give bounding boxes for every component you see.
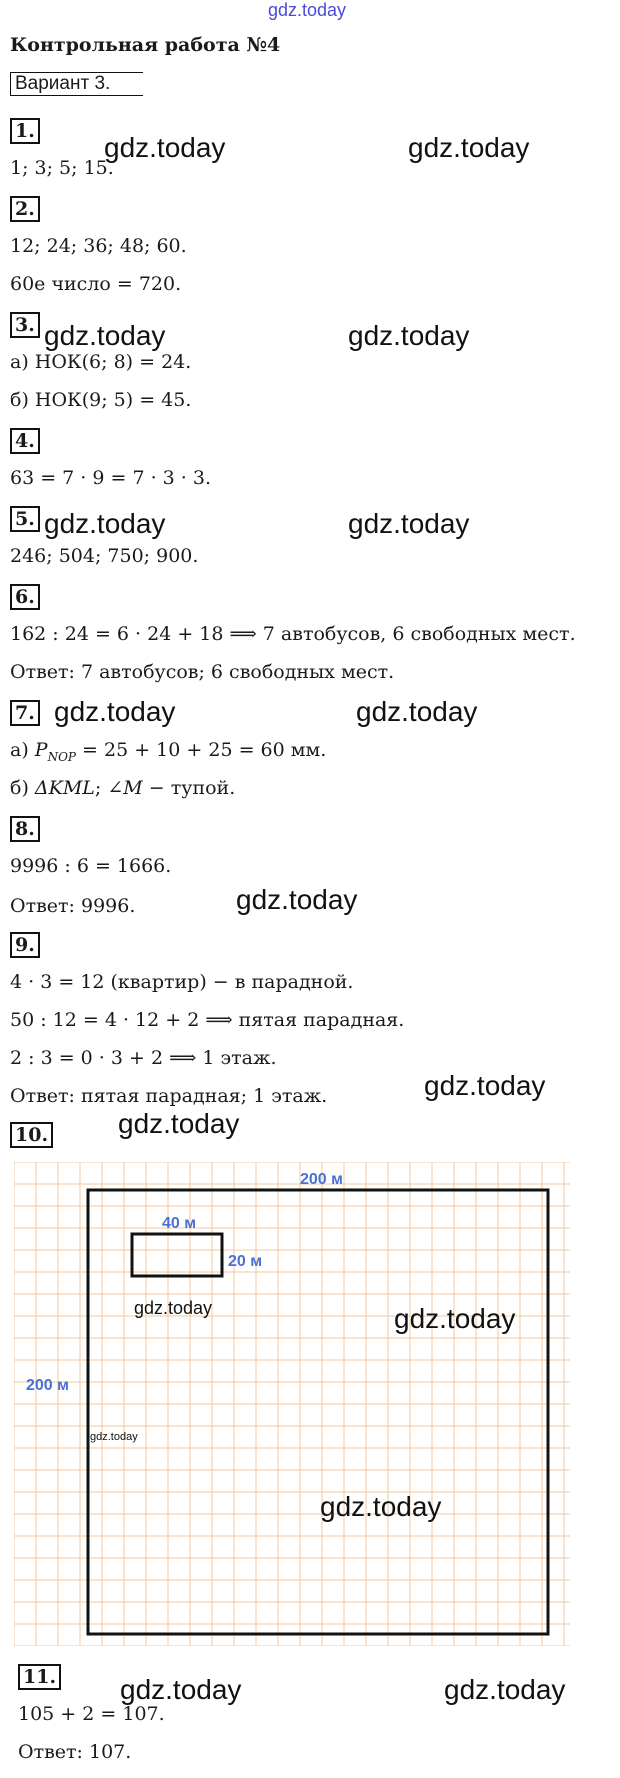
task-7-number: 7. <box>10 700 40 726</box>
task-9-line-4: Ответ: пятая парадная; 1 этаж. <box>10 1085 328 1107</box>
task-6-line-2: Ответ: 7 автобусов; 6 свободных мест. <box>10 661 395 683</box>
watermark: gdz.today <box>236 884 358 915</box>
watermark: gdz.today <box>44 508 166 539</box>
task-8-line-2: Ответ: 9996. <box>10 895 136 917</box>
watermark: gdz.today <box>356 696 478 727</box>
watermark: gdz.today <box>424 1070 546 1101</box>
task-11-number: 11. <box>18 1664 61 1690</box>
angle-name: M <box>123 777 143 799</box>
task-8-number: 8. <box>10 816 40 842</box>
task-9-line-3: 2 : 3 = 0 · 3 + 2 ⟹ 1 этаж. <box>10 1047 277 1069</box>
label-top-side: 200 м <box>300 1171 343 1188</box>
task-2-number: 2. <box>10 196 40 222</box>
perimeter-subscript: NOP <box>47 749 76 764</box>
watermark: gdz.today <box>348 320 470 351</box>
label-rect-width: 40 м <box>162 1215 197 1232</box>
label-rect-height: 20 м <box>228 1253 263 1270</box>
task-9-line-1: 4 · 3 = 12 (квартир) − в парадной. <box>10 971 354 993</box>
watermark: gdz.today <box>54 696 176 727</box>
watermark: gdz.today <box>408 132 530 163</box>
task-7-line-2-prefix: б) <box>10 777 35 799</box>
task-5-number: 5. <box>10 506 40 532</box>
field-square <box>88 1190 548 1634</box>
variant-label: Вариант 3. <box>10 72 143 96</box>
task-7-line-2-rest: − тупой. <box>142 777 236 799</box>
grid-paper <box>14 1162 570 1646</box>
task-7-line-2 <box>10 776 235 800</box>
watermark: gdz.today <box>120 1674 242 1705</box>
task-2-line-1: 12; 24; 36; 48; 60. <box>10 235 187 257</box>
task-1-number: 1. <box>10 118 40 144</box>
task-9-number: 9. <box>10 932 40 958</box>
watermark-small: gdz.today <box>90 1431 138 1443</box>
perimeter-symbol: P <box>34 739 48 761</box>
task-8-line-1: 9996 : 6 = 1666. <box>10 855 172 877</box>
task-3-number: 3. <box>10 312 40 338</box>
task-7-line-1 <box>10 738 326 769</box>
field-drawing <box>14 1162 570 1646</box>
task-1-line-1: 1; 3; 5; 15. <box>10 157 114 179</box>
triangle-name: ΔKML <box>34 777 95 799</box>
task-6-line-1: 162 : 24 = 6 · 24 + 18 ⟹ 7 автобусов, 6 свободных мест. <box>10 623 576 645</box>
label-left-side: 200 м <box>26 1377 69 1394</box>
watermark: gdz.today <box>444 1674 566 1705</box>
task-3-line-1: а) НОК(6; 8) = 24. <box>10 351 192 373</box>
watermark: gdz.today <box>134 1298 213 1318</box>
watermark: gdz.today <box>118 1108 240 1139</box>
watermark: gdz.today <box>320 1491 442 1522</box>
task-2-line-2: 60е число = 720. <box>10 273 182 295</box>
angle-symbol: ; ∠ <box>94 777 124 799</box>
page-title: Контрольная работа №4 <box>10 34 281 56</box>
task-6-number: 6. <box>10 584 40 610</box>
task-11-line-1: 105 + 2 = 107. <box>18 1703 165 1725</box>
watermark: gdz.today <box>44 320 166 351</box>
watermark: gdz.today <box>104 132 226 163</box>
task-4-line-1: 63 = 7 · 9 = 7 · 3 · 3. <box>10 467 212 489</box>
task-11-line-2: Ответ: 107. <box>18 1741 132 1763</box>
task-7-line-1-rest: = 25 + 10 + 25 = 60 мм. <box>76 739 327 761</box>
top-watermark: gdz.today <box>268 0 347 20</box>
watermark: gdz.today <box>348 508 470 539</box>
watermark: gdz.today <box>394 1303 516 1334</box>
task-3-line-2: б) НОК(9; 5) = 45. <box>10 389 192 411</box>
task-7-line-1-prefix: а) <box>10 739 35 761</box>
task-4-number: 4. <box>10 428 40 454</box>
task-5-line-1: 246; 504; 750; 900. <box>10 545 199 567</box>
task-10-number: 10. <box>10 1122 53 1148</box>
task-9-line-2: 50 : 12 = 4 · 12 + 2 ⟹ пятая парадная. <box>10 1009 405 1031</box>
